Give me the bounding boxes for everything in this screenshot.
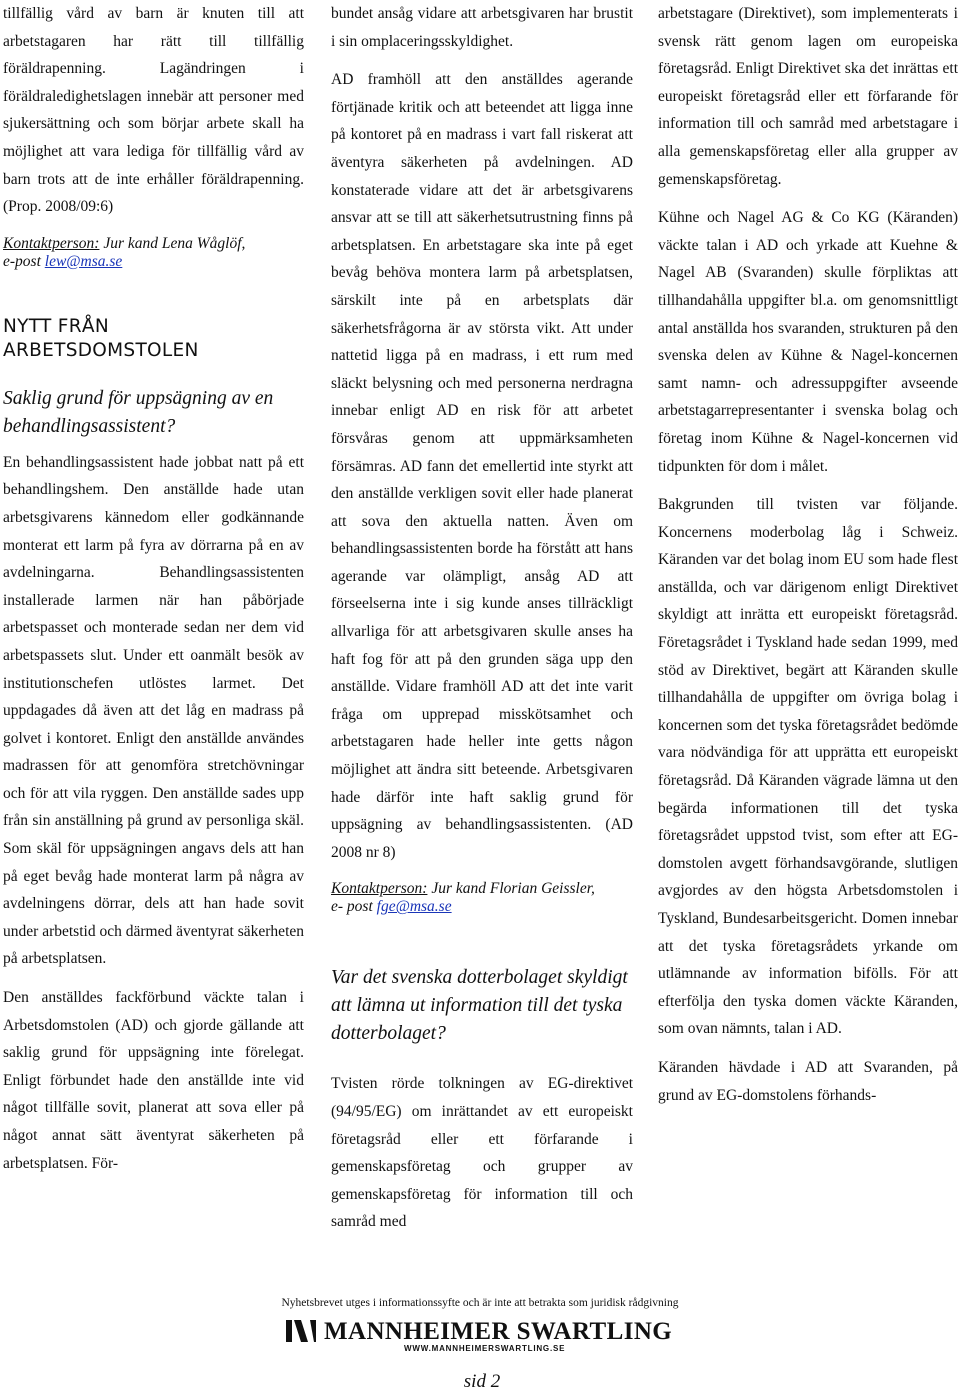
body-paragraph: Bakgrunden till tvisten var följande. Koncernens moderbolag låg i Schweiz. Käranden var det bolag inom EU som hade flest anställda, och var därigenom enligt Direktivet skyldigt att inrätta ett europeiskt företagsråd. Företagsrådet i Tyskland hade sedan 1999, med stöd av Direktivet, begärt att Käranden skulle tillhandahålla de uppgifter om övriga bolag i koncernen som det tyska företagsrådet bedömde vara nödvändiga för att upprätta ett europeiskt företagsråd. Då Käranden vägrade lämna ut den begärda informationen till det tyska företagsrådet uppstod tvist, som efter att EG-domstolen avgett förhandsavgörande, slutligen avgjordes av den högsta Arbetsdomstolen i Tyskland, Bundesarbeitsgericht. Domen innebar att det tyska företagsrådets yrkande om utlämnande av information bifölls. För att efterfölja den tyska domen väckte Käranden, som ovan nämnts, talan i AD. xyxy=(658,496,958,1038)
logo-website: WWW.MANNHEIMERSWARTLING.SE xyxy=(404,1344,566,1353)
logo-wordmark: MANNHEIMER SWARTLING xyxy=(324,1318,673,1345)
contact-florian xyxy=(331,880,633,916)
body-paragraph: bundet ansåg vidare att arbetsgivaren har brustit i sin omplaceringsskyldighet. xyxy=(331,5,633,50)
contact-name: Jur kand Lena Wåglöf, xyxy=(99,234,246,252)
section-title: NYTT FRÅN ARBETSDOMSTOLEN xyxy=(3,315,199,361)
contact-lena xyxy=(3,235,304,271)
body-paragraph: Tvisten rörde tolkningen av EG-direktivet (94/95/EG) om inrättandet av ett europeiskt företagsråd eller ett förfarande i gemenskapsföretag och grupper av gemenskapsföretag för information till och samråd med xyxy=(331,1075,633,1231)
article-subheading: Var det svenska dotterbolaget skyldigt att lämna ut information till det tyska dotterbolaget? xyxy=(331,967,628,1045)
column-middle xyxy=(331,0,633,1247)
page-number: sid 2 xyxy=(463,1371,501,1392)
body-paragraph: Käranden hävdade i AD att Svaranden, på grund av EG-domstolens förhands- xyxy=(658,1058,958,1104)
body-paragraph: Den anställdes fackförbund väckte talan i Arbetsdomstolen (AD) och gjorde gällande att saklig grund för uppsägning inte förelegat. Enligt förbundet hade den anställde inte vid något tillfälle sovit, planerat att sova eller på något annat sätt äventyrat säkerheten på arbetsplatsen. För- xyxy=(3,989,304,1172)
contact-label: Kontaktperson: xyxy=(331,880,428,898)
body-paragraph: En behandlingsassistent hade jobbat natt på ett behandlingshem. Den anställde hade utan arbetsgivarens kännedom eller godkännande monterat ett larm på fyra av dörrarna på en av avdelningarna. Behandlingsassistenten installerade larmen när han påbörjade arbetspasset och monterade sedan ner dem vid arbetspassets slut. Under ett oanmält besök av institutionschefen utlöstes larmet. Det uppdagades då även att det låg en madrass på golvet i kontoret. Enligt den anställde användes madrassen för att genomföra stretchövningar och för att vila ryggen. Den anställde sades upp från sin anställning på grund av personliga skäl. Som skäl för uppsägningen angavs dels att han på eget bevåg hade monterat larm på några av avdelningens dörrar, dels att han hade sovit under arbetstid och därmed äventyrat säkerheten på arbetsplatsen. xyxy=(3,453,304,968)
contact-name: Jur kand Florian Geissler, xyxy=(427,880,595,898)
body-paragraph: Kühne och Nagel AG & Co KG (Käranden) väckte talan i AD och yrkade att Kuehne & Nagel AB (Svaranden) skulle förpliktas att tillhandahålla uppgifter bl.a. om genomsnittligt antal anställda hos svaranden, strukturen på den svenska delen av Kühne & Nagel-koncernen samt namn- och adressuppgifter avseende arbetstagarrepresentanter i svenska bolag och företag inom Kühne & Nagel-koncernen vid tidpunkten för dom i målet. xyxy=(658,209,958,475)
body-paragraph: arbetstagare (Direktivet), som implementerats i svensk rätt genom lagen om europeiska företagsråd. Enligt Direktivet ska det inrättas ett europeiskt företagsråd eller ett förfarande för information till och samråd med arbetstagare i alla gemenskapsföretag eller alla grupper av gemenskapsföretag. xyxy=(658,5,958,188)
intro-paragraph: tillfällig vård av barn är knuten till att arbetstagaren har rätt till tillfällig föräldrapenning. Lagändringen i föräldraledighetslagen innebär att personer med sjukersättning och som börjar arbete skall ha möjlighet att vara lediga för tillfällig vård av barn trots att de inte erhåller föräldrapenning. (Prop. 2008/09:6) xyxy=(3,5,304,216)
column-left xyxy=(3,0,304,1188)
article-subheading: Saklig grund för uppsägning av en behandlingsassistent? xyxy=(3,387,274,437)
contact-label: Kontaktperson: xyxy=(3,234,100,252)
body-paragraph: AD framhöll att den anställdes agerande förtjänade kritik och att beteendet att ligga inne på kontoret på en madrass i vart fall riskerat att äventyra säkerheten på avdelningen. AD konstaterade vidare att det är arbetsgivarens ansvar att se till att säkerhetsutrustning finns på arbetsplatsen. En arbetstagare ska inte på eget bevåg behöva montera larm på arbetsplatsen, särskilt inte på en arbetsplats där säkerhetsfrågorna är av största vikt. Att under nattetid ligga på en madrass, i ett rum med släckt belysning och med personerna nerdragna innebar enligt AD en risk för att arbetet försvåras genom att uppmärksamheten försämras. AD fann det emellertid inte styrkt att den anställde verkligen sovit eller hade planerat att sova den aktuella natten. Även om behandlingsassistenten borde ha förstått att hans agerande var olämpligt, ansåg AD att förseelserna inte i sig kunde anses tillräckligt allvarliga för att arbetsgivaren skulle anses ha haft fog för att på den grunden säga upp den anställde. Vidare framhöll AD att det inte varit fråga om upprepad misskötsamhet och arbetstagaren hade heller inte getts någon möjlighet att ändra sitt beteende. Arbetsgivaren hade därför inte haft saklig grund för uppsägning av behandlingsassistenten. (AD 2008 nr 8) xyxy=(331,71,633,861)
contact-email-link[interactable]: fge@msa.se xyxy=(376,898,452,916)
column-right xyxy=(658,0,958,1120)
footer-disclaimer: Nyhetsbrevet utges i informationssyfte och är inte att betrakta som juridisk rådgivning xyxy=(281,1297,679,1309)
footer-logo xyxy=(286,1320,678,1360)
logo-mark-icon xyxy=(286,1320,318,1342)
contact-email-label: e- post xyxy=(331,898,377,916)
contact-email-link[interactable]: lew@msa.se xyxy=(44,252,123,270)
contact-email-label: e-post xyxy=(3,252,45,270)
